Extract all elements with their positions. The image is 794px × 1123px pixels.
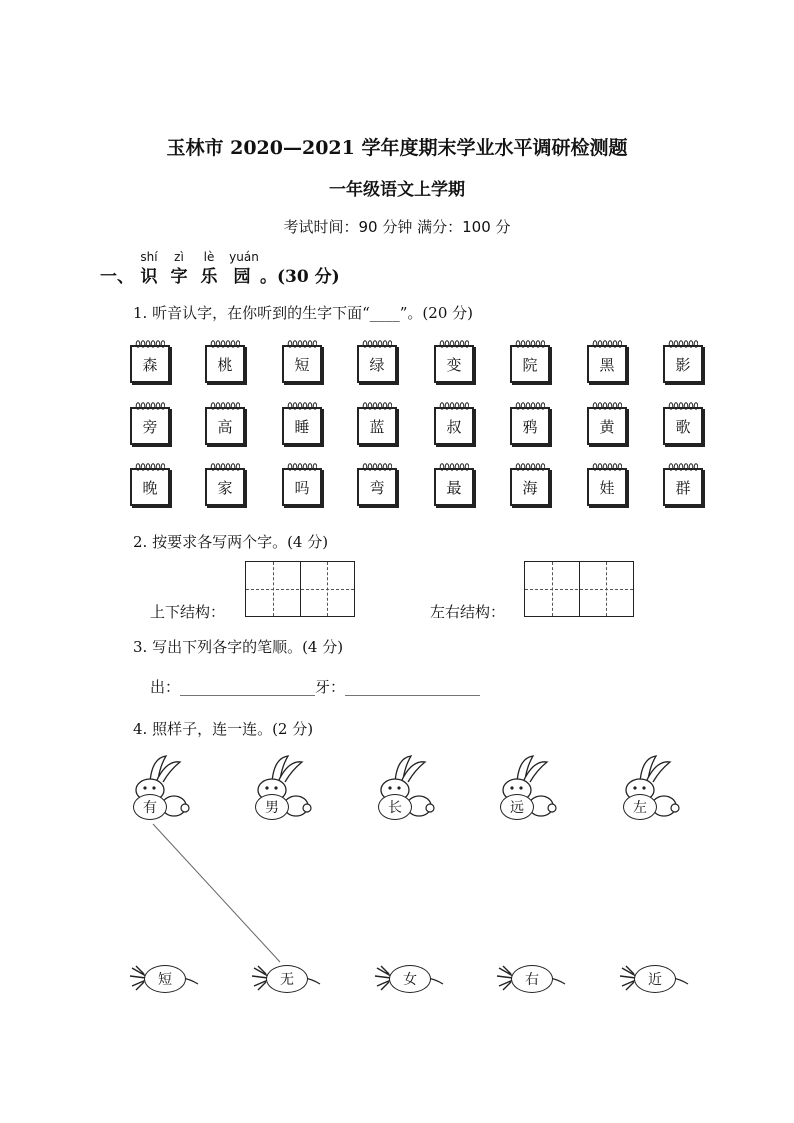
character-card-label: 黄: [599, 417, 615, 436]
page-subtitle: 一年级语文上学期: [329, 180, 465, 200]
stroke-order-answer-line[interactable]: 出：__________________牙：__________________: [150, 678, 481, 696]
section-char-2: 字: [170, 267, 188, 287]
character-card-label: 娃: [599, 478, 615, 497]
character-card-label: 桃: [217, 355, 233, 374]
character-card-label: 吗: [294, 478, 310, 497]
carrot-character: 女: [389, 965, 431, 993]
character-card-label: 黑: [599, 355, 615, 374]
rabbit-character: 有: [133, 794, 167, 820]
page-title: 玉林市 2020—2021 学年度期末学业水平调研检测题: [166, 137, 628, 159]
character-card-label: 鸦: [522, 417, 538, 436]
pinyin-2: zì: [174, 250, 184, 264]
section-1-prefix: 一、: [100, 267, 134, 287]
question-4-text: 4. 照样子，连一连。(2 分): [133, 720, 314, 738]
character-card-label: 群: [675, 478, 691, 497]
rabbit-character: 男: [255, 794, 289, 820]
rabbit-character: 左: [623, 794, 657, 820]
carrot-character: 右: [511, 965, 553, 993]
label-top-bottom-structure: 上下结构：: [150, 603, 226, 621]
section-char-4: 园: [233, 267, 251, 287]
label-left-right-structure: 左右结构：: [430, 603, 506, 621]
character-card-label: 家: [217, 478, 233, 497]
rabbit-character: 长: [378, 794, 412, 820]
carrot-character: 无: [266, 965, 308, 993]
character-card-label: 短: [294, 355, 310, 374]
character-card-label: 睡: [294, 417, 310, 436]
character-card-label: 变: [446, 355, 462, 374]
question-2-text: 2. 按要求各写两个字。(4 分): [133, 533, 329, 551]
carrot-character: 短: [144, 965, 186, 993]
section-1-suffix: 。(30 分): [260, 267, 340, 287]
character-card-label: 高: [217, 417, 233, 436]
character-card-label: 院: [522, 355, 538, 374]
character-card-label: 叔: [446, 417, 462, 436]
character-card-label: 最: [446, 478, 462, 497]
section-char-1: 识: [140, 267, 158, 287]
character-card-label: 晚: [142, 478, 158, 497]
question-3-text: 3. 写出下列各字的笔顺。(4 分): [133, 638, 344, 656]
character-card-label: 影: [675, 355, 691, 374]
section-char-3: 乐: [200, 267, 218, 287]
pinyin-3: lè: [203, 250, 215, 264]
character-card-label: 绿: [369, 355, 385, 374]
question-1-text: 1. 听音认字，在你听到的生字下面“____”。(20 分): [133, 304, 473, 322]
character-card-label: 旁: [142, 417, 158, 436]
character-card-label: 海: [522, 478, 538, 497]
character-card-label: 蓝: [369, 417, 385, 436]
character-card-label: 弯: [369, 478, 385, 497]
pinyin-1: shí: [140, 250, 158, 264]
carrot-character: 近: [634, 965, 676, 993]
pinyin-4: yuán: [229, 250, 259, 264]
character-card-label: 森: [142, 355, 158, 374]
rabbit-character: 远: [500, 794, 534, 820]
exam-info: 考试时间：90 分钟 满分：100 分: [283, 218, 511, 236]
character-card-label: 歌: [675, 417, 691, 436]
